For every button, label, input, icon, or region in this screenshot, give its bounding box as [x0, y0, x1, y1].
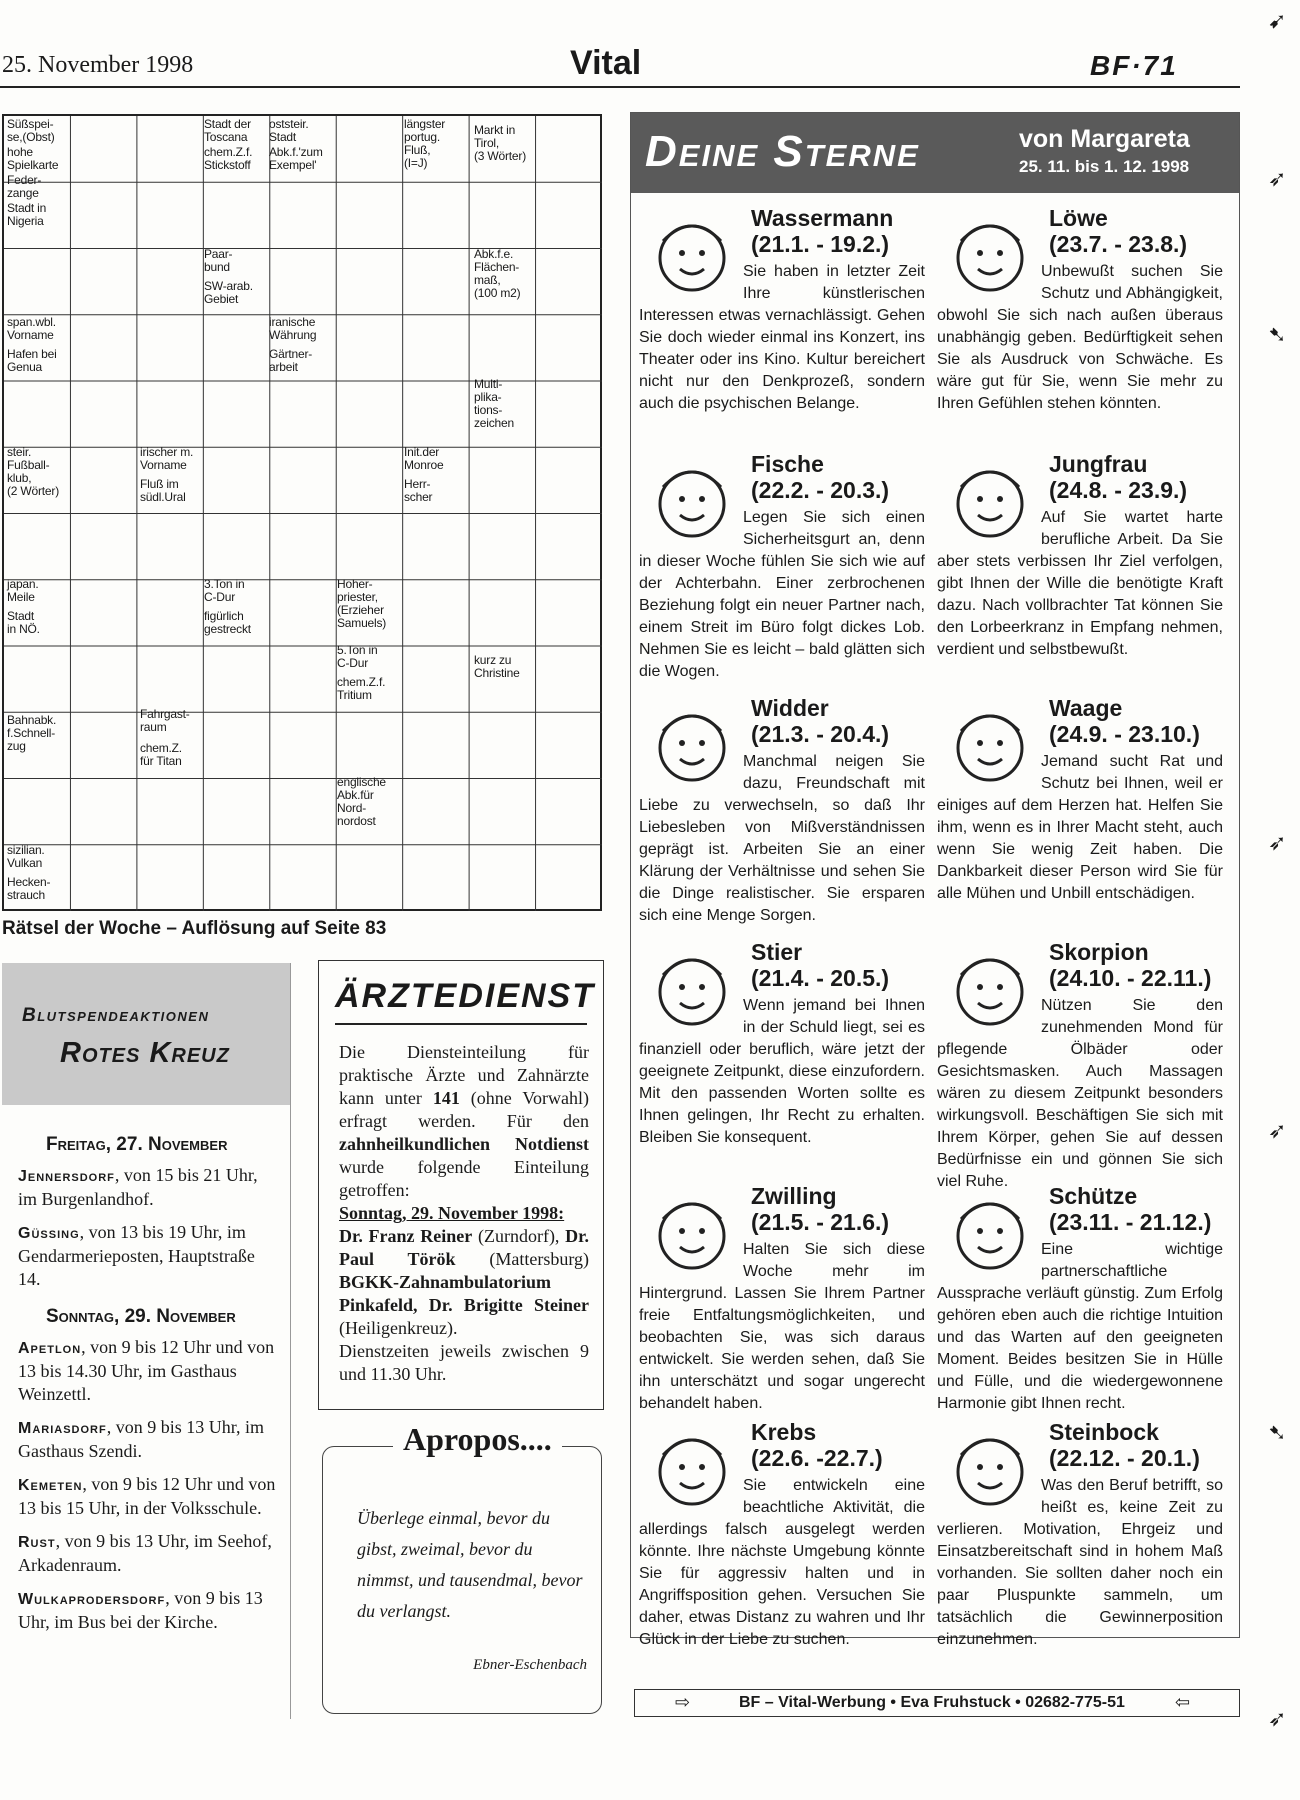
crossword-clue: Stadt in Nigeria — [7, 201, 47, 228]
crossword-grid — [2, 114, 602, 911]
horoscope-sign — [639, 1183, 925, 1415]
sign-name: Fische — [751, 451, 824, 477]
sign-text: Jemand sucht Rat und Schutz bei Ihnen, weil er einiges auf dem Herzen hat. Helfen Sie ihm, wenn es in Ihrer Macht steht, auch wenn Sie wenig Zeit haben. Die Dankbarkeit dieser Person wird Sie für alle Mühen und Unbill entschädigen. — [937, 753, 1223, 902]
doctor-service-text: Die Diensteinteilung für praktische Ärzte und Zahnärzte kann unter 141 (ohne Vorwahl) erfragt werden. Für den zahnheilkundlichen Notdienst wurde folgende Einteilung getroffen: Sonntag, 29. November 1998: Dr. Franz Reiner (Zurndorf), Dr. Paul Török (Mattersburg) BGKK-Zahnambulatorium Pinkafeld, Dr. Brigitte Steiner (Heiligenkreuz). Dienstzeiten jeweils zwischen 9 und 11.30 Uhr. — [339, 1042, 589, 1384]
horoscope-box — [630, 112, 1240, 1648]
horoscope-author: von Margareta — [1019, 125, 1190, 153]
crossword-clue: Abk.f.e. Flächen- maß, (100 m2) — [474, 247, 521, 300]
horoscope-sign — [639, 939, 925, 1171]
crossword-clue: Bahnabk. f.Schnell- zug — [7, 713, 57, 753]
apropos-quote: Überlege einmal, bevor du gibst, zweimal, bevor du nimmst, und tausendmal, bevor du verlangst. — [357, 1508, 583, 1621]
sign-dates: (21.1. - 19.2.) — [751, 231, 890, 257]
sign-text: Halten Sie sich diese Woche mehr im Hintergrund. Lassen Sie Ihrem Partner freie Entfaltungsmöglichkeiten, und beobachten Sie, was sich daraus entwickelt. Sie werden sehen, daß Sie ihn unterschätzt und sogar ungerecht behandelt haben. — [639, 1241, 925, 1412]
crossword-clue: 3.Ton in C-Dur — [204, 577, 245, 604]
sign-text: Nützen Sie den zunehmenden Mond für pflegende Ölbäder oder Gesichtsmasken. Auch Massagen wären zu diesem Zeitpunkt besonders wirkungsvoll. Beschäftigen Sie sich mit Ihrem Körper, gehen Sie auf dessen Bedürfnisse ein und gönnen Sie sich viel Ruhe. — [937, 997, 1223, 1190]
crossword-clue: SW-arab. Gebiet — [204, 279, 253, 306]
sign-name: Jungfrau — [1049, 451, 1148, 477]
crossword-clue: längster portug. Fluß, (I=J) — [404, 117, 446, 170]
sign-text: Sie entwickeln eine beachtliche Aktivität, die allerdings falsch ausgelegt werden könnte. Ihre nächste Umgebung könnte Sie für aggressiv halten und in Angriffsposition gehen. Versuchen Sie daher, etwas Distanz zu wahren und Ihr Glück in der Liebe zu suchen. — [639, 1477, 925, 1648]
horoscope-header — [631, 113, 1239, 193]
edge-mark-icon: ➶ — [1268, 1118, 1287, 1143]
edge-mark-icon: ➶ — [1268, 166, 1287, 191]
crossword-clue: steir. Fußball- klub, (2 Wörter) — [7, 445, 60, 498]
list-item: Apetlon, von 9 bis 12 Uhr und von 13 bis 14.30 Uhr, im Gasthaus Weinzettl. — [18, 1337, 275, 1404]
crossword-clue: Hoher- priester, (Erzieher Samuels) — [337, 577, 387, 630]
edge-mark-icon: ➶ — [1268, 1706, 1287, 1731]
crossword-clue: kurz zu Christine — [474, 653, 520, 680]
horoscope-sign — [937, 695, 1223, 927]
horoscope-sign — [639, 205, 925, 437]
crossword-clue: Init.der Monroe — [404, 445, 444, 472]
sign-dates: (24.10. - 22.11.) — [1049, 965, 1212, 991]
crossword-clue: Süßspei- se,(Obst) — [7, 117, 55, 144]
crossword-lines — [4, 116, 602, 911]
crossword-clue: Gärtner- arbeit — [269, 347, 313, 374]
crossword-clue: Fluß im südl.Ural — [140, 477, 186, 504]
section-title: Vital — [570, 44, 642, 82]
blood-donation-header — [2, 963, 290, 1105]
list-item: Jennersdorf, von 15 bis 21 Uhr, im Burgenlandhof. — [18, 1165, 258, 1209]
blood-donation-box — [2, 963, 290, 1719]
apropos-box — [322, 1421, 602, 1714]
advertising-footer — [634, 1689, 1240, 1717]
sign-dates: (24.9. - 23.10.) — [1049, 721, 1200, 747]
blood-donation-list — [18, 1127, 276, 1644]
crossword-clue: Fahrgast- raum — [140, 707, 190, 734]
crossword-clue: oststeir. Stadt — [269, 117, 309, 144]
sign-text: Wenn jemand bei Ihnen in der Schuld liegt, sei es finanziell oder beruflich, wäre jetzt der geeignete Zeitpunkt, diese einzufordern. Mit den passenden Worten sollte es Ihnen gelingen, Ihr Recht zu erhalten. Bleiben Sie konsequent. — [639, 997, 925, 1146]
crossword-clue: Abk.f.'zum Exempel' — [269, 145, 323, 172]
quote-author: Ebner-Eschenbach — [473, 1657, 587, 1673]
horoscope-sign — [937, 939, 1223, 1190]
crossword-clue: Feder- zange — [7, 173, 42, 200]
crossword-clue: 5.Ton in C-Dur — [337, 643, 378, 670]
horoscope-dates: 25. 11. bis 1. 12. 1998 — [1019, 157, 1190, 176]
box-border — [290, 963, 291, 1719]
sign-dates: (22.12. - 20.1.) — [1049, 1445, 1200, 1471]
crossword-clue: Hecken- strauch — [7, 875, 51, 902]
sign-name: Wassermann — [751, 205, 894, 231]
sign-name: Stier — [751, 939, 803, 965]
crossword-clue: japan. Meile — [7, 577, 39, 604]
sign-dates: (23.11. - 21.12.) — [1049, 1209, 1212, 1235]
crossword-clue: chem.Z.f. Tritium — [337, 675, 386, 702]
sign-name: Widder — [751, 695, 829, 721]
edge-mark-icon: ➹ — [1268, 8, 1287, 33]
sign-dates: (21.3. - 20.4.) — [751, 721, 890, 747]
crossword-clue: Herr- scher — [404, 477, 433, 504]
title-rule — [335, 1023, 587, 1025]
crossword-clue: irischer m. Vorname — [140, 445, 194, 472]
list-item: Kemeten, von 9 bis 12 Uhr und von 13 bis 15 Uhr, in der Volksschule. — [18, 1474, 276, 1518]
horoscope-sign — [639, 451, 925, 683]
crossword-clue: iranische Währung — [269, 315, 317, 342]
sign-text: Unbewußt suchen Sie Schutz und Abhängigkeit, obwohl Sie sich nach außen überaus unabhängig geben. Bedürftigkeit sehen Sie als Ausdruck von Schwäche. Es wäre gut für Sie, wenn Sie mehr zu Ihren Gefühlen stehen könnten. — [937, 263, 1223, 412]
crossword-clue: englische Abk.für Nord- nordost — [337, 775, 386, 828]
sign-name: Waage — [1049, 695, 1123, 721]
crossword-clue: Markt in Tirol, (3 Wörter) — [474, 123, 527, 163]
crossword-caption: Rätsel der Woche – Auflösung auf Seite 83 — [2, 918, 387, 939]
arrow-right-icon: ⇨ — [675, 1692, 691, 1712]
horoscope-sign — [937, 451, 1223, 683]
sign-name: Steinbock — [1049, 1419, 1159, 1445]
sign-dates: (21.5. - 21.6.) — [751, 1209, 890, 1235]
horoscope-sign — [937, 1183, 1223, 1415]
blood-donation-title: Blutspendeaktionen — [22, 1005, 210, 1026]
doctor-service-box — [318, 960, 604, 1410]
sign-name: Skorpion — [1049, 939, 1149, 965]
page-number: BF·71 — [1090, 50, 1178, 81]
service-date: Sonntag, 29. November 1998: — [339, 1203, 565, 1223]
sign-text: Auf Sie wartet harte berufliche Arbeit. Da Sie aber stets verbissen Ihr Ziel verfolgen, gibt Ihnen der Wille die benötigte Kraft dazu. Nach vollbrachter Tat können Sie den Lorbeerkranz in Empfang nehmen, verdient und selbstbewußt. — [937, 509, 1223, 658]
doctor-service-title: ÄRZTEDIENST — [335, 977, 595, 1015]
list-item: Wulkaprodersdorf, von 9 bis 13 Uhr, im Bus bei der Kirche. — [18, 1588, 263, 1632]
horoscope-sign — [639, 1419, 925, 1651]
crossword-clue: sizilian. Vulkan — [7, 843, 45, 870]
sign-text: Manchmal neigen Sie dazu, Freundschaft mit Liebe zu verwechseln, so daß Ihr Liebesleben von Mißverständnissen geprägt ist. Arbeiten Sie an einer Klärung der Verhältnisse und sehen Sie die Dinge realistischer. Sie ersparen sich eine Menge Sorgen. — [639, 753, 925, 924]
sign-name: Zwilling — [751, 1183, 837, 1209]
crossword-clue: hohe Spielkarte — [7, 145, 59, 172]
horoscope-sign — [937, 205, 1223, 437]
sign-dates: (24.8. - 23.9.) — [1049, 477, 1188, 503]
sign-text: Eine wichtige partnerschaftliche Aussprache verläuft günstig. Zum Erfolg gehören eben auch die richtige Intuition und das Warten auf den geeigneten Moment. Beides besitzen Sie in Hülle und Fülle, und die wiedergewonnene Harmonie gibt Ihnen recht. — [937, 1241, 1223, 1412]
footer-text: BF – Vital-Werbung • Eva Fruhstuck • 02682-775-51 — [739, 1694, 1125, 1711]
apropos-title: Apropos.... — [393, 1421, 562, 1458]
crossword-clue: chem.Z. für Titan — [140, 741, 182, 768]
sign-name: Schütze — [1049, 1183, 1138, 1209]
sign-dates: (23.7. - 23.8.) — [1049, 231, 1188, 257]
sign-text: Sie haben in letzter Zeit Ihre künstlerischen Interessen etwas vernachlässigt. Gehen Sie doch wieder einmal ins Konzert, ins Theater oder ins Kino. Kultur bereichert nicht nur den Denkprozeß, sondern auch die psychischen Belange. — [639, 263, 925, 412]
horoscope-title: Deine Sterne — [645, 127, 920, 176]
header-rule — [0, 86, 1240, 88]
day-heading: Sonntag, 29. November — [46, 1306, 236, 1327]
crossword-clue: Paar- bund — [204, 247, 233, 274]
horoscope-sign — [639, 695, 925, 927]
sign-name: Krebs — [751, 1419, 817, 1445]
red-cross-title: Rotes Kreuz — [60, 1037, 230, 1069]
list-item: Rust, von 9 bis 13 Uhr, im Seehof, Arkadenraum. — [18, 1531, 272, 1575]
sign-name: Löwe — [1049, 205, 1108, 231]
arrow-left-icon: ⇦ — [1175, 1692, 1191, 1712]
crossword-clue: Stadt der Toscana — [204, 117, 251, 144]
crossword-clue: span.wbl. Vorname — [7, 315, 56, 342]
issue-date: 25. November 1998 — [2, 52, 194, 78]
list-item: Mariasdorf, von 9 bis 13 Uhr, im Gasthaus Szendi. — [18, 1417, 264, 1461]
edge-mark-icon: ➶ — [1268, 830, 1287, 855]
crossword-clue: Hafen bei Genua — [7, 347, 57, 374]
crossword-clue: Stadt in NÖ. — [7, 609, 40, 636]
sign-text: Was den Beruf betrifft, so heißt es, keine Zeit zu verlieren. Motivation, Ehrgeiz und Einsatzbereitschaft sind in hohem Maß vorhanden. Sie sollten daher noch ein paar Pluspunkte sammeln, um tatsächlich die Gewinnerposition einzunehmen. — [937, 1477, 1223, 1648]
crossword-clue: figürlich gestreckt — [204, 609, 251, 636]
sign-dates: (21.4. - 20.5.) — [751, 965, 890, 991]
edge-mark-icon: ➷ — [1268, 1420, 1287, 1445]
horoscope-sign — [937, 1419, 1223, 1651]
list-item: Güssing, von 13 bis 19 Uhr, im Gendarmerieposten, Hauptstraße 14. — [18, 1222, 255, 1289]
sign-dates: (22.6. -22.7.) — [751, 1445, 883, 1471]
crossword-clue: chem.Z.f. Stickstoff — [204, 145, 253, 172]
sign-dates: (22.2. - 20.3.) — [751, 477, 890, 503]
crossword-clue: Multi- plika- tions- zeichen — [474, 377, 514, 430]
edge-mark-icon: ➷ — [1268, 322, 1287, 347]
day-heading: Freitag, 27. November — [46, 1134, 228, 1155]
sign-text: Legen Sie sich einen Sicherheitsgurt an, denn in dieser Woche fühlen Sie sich wie auf der Achterbahn. Einer zerbrochenen Beziehung folgt ein neuer Partner nach, einem Streit im Büro folgt dickes Lob. Nehmen Sie es leicht – bald glätten sich die Wogen. — [639, 509, 925, 680]
